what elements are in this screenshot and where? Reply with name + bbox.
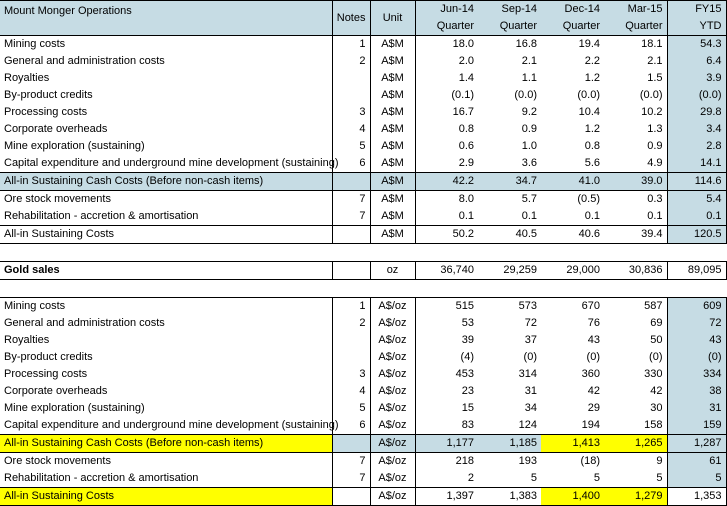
cell-value: 1.4 <box>458 72 474 84</box>
cell-value: (0.1) <box>451 89 474 101</box>
cell-value: 1.2 <box>584 72 600 84</box>
cell-value: (0.0) <box>577 89 600 101</box>
row-notes: 7 <box>332 191 370 209</box>
cell-value: 39.0 <box>604 173 667 191</box>
row-label: Processing costs <box>4 106 88 118</box>
cell-value: 42 <box>650 385 663 397</box>
cell-value: 2 <box>467 472 474 484</box>
cell-value: 515 <box>415 298 478 316</box>
cell-value: 23 <box>461 385 474 397</box>
cell-value: 1.5 <box>647 72 663 84</box>
cell-value: 69 <box>650 317 663 329</box>
cell-value-ytd: 29.8 <box>667 104 726 121</box>
row-unit: A$/oz <box>370 383 415 400</box>
header-dec14: Dec-14 Quarter <box>541 1 604 36</box>
row-unit: A$/oz <box>370 417 415 435</box>
header-mar15: Mar-15 Quarter <box>604 1 667 36</box>
cell-value-ytd: (0) <box>667 349 726 366</box>
cell-value: 37 <box>524 334 537 346</box>
cell-value: 29,259 <box>478 262 541 280</box>
cell-value-ytd: 609 <box>667 298 726 316</box>
row-unit: A$/oz <box>370 400 415 417</box>
gold-sales-row <box>0 262 726 280</box>
table-row <box>0 87 726 104</box>
cell-value: 16.8 <box>478 36 541 54</box>
cell-value: 50 <box>650 334 663 346</box>
cell-value-ytd: 54.3 <box>667 36 726 54</box>
row-notes: 3 <box>332 104 370 121</box>
cell-value: 83 <box>461 419 474 431</box>
cell-value-ytd: 114.6 <box>667 173 726 191</box>
cell-value-ytd: 43 <box>667 332 726 349</box>
row-unit: A$M <box>370 87 415 104</box>
cell-value: 29,000 <box>541 262 604 280</box>
table-row <box>0 366 726 383</box>
row-notes: 6 <box>332 155 370 173</box>
row-unit: A$/oz <box>370 349 415 366</box>
row-unit: A$M <box>370 208 415 226</box>
row-label-highlighted: All-in Sustaining Cash Costs (Before non-cash items) <box>0 435 332 453</box>
cell-value: 39.4 <box>604 226 667 244</box>
table-row <box>0 121 726 138</box>
row-label: General and administration costs <box>4 55 165 67</box>
row-label: All-in Sustaining Costs <box>0 226 332 244</box>
cell-value: 5 <box>656 472 663 484</box>
row-unit: A$M <box>370 226 415 244</box>
cell-value: (0) <box>586 351 600 363</box>
table-row <box>0 138 726 155</box>
cell-value-ytd: 2.8 <box>667 138 726 155</box>
cell-value: 3.6 <box>521 157 537 169</box>
header-title: Mount Monger Operations <box>0 1 332 36</box>
row-notes <box>332 226 370 244</box>
cell-value: 670 <box>541 298 604 316</box>
cell-value: 16.7 <box>452 106 474 118</box>
row-label: Capital expenditure and underground mine development (sustaining) <box>4 157 339 169</box>
cell-value: 72 <box>524 317 537 329</box>
header-sep14: Sep-14 Quarter <box>478 1 541 36</box>
table-row <box>0 349 726 366</box>
cell-value: 0.1 <box>647 210 663 222</box>
cell-value: 19.4 <box>541 36 604 54</box>
row-unit: A$/oz <box>370 332 415 349</box>
table-row <box>0 191 726 209</box>
cell-value-ytd: (0.0) <box>667 87 726 104</box>
cell-value-ytd: 3.9 <box>667 70 726 87</box>
header-fy15ytd: FY15 YTD <box>667 1 726 36</box>
cell-value: 34.7 <box>478 173 541 191</box>
row-label: Mine exploration (sustaining) <box>4 140 145 152</box>
cell-value: 360 <box>581 368 600 380</box>
row-unit: A$/oz <box>370 315 415 332</box>
table-row <box>0 332 726 349</box>
row-unit: A$M <box>370 36 415 54</box>
cell-value: 587 <box>604 298 667 316</box>
row-notes: 2 <box>332 53 370 70</box>
cell-value: 5 <box>593 472 600 484</box>
header-unit: Unit <box>370 1 415 36</box>
row-notes <box>332 349 370 366</box>
cell-value-highlighted: 1,400 <box>541 488 604 506</box>
row-unit: A$M <box>370 138 415 155</box>
row-notes <box>332 70 370 87</box>
row-unit: A$M <box>370 121 415 138</box>
cell-value: 0.8 <box>458 123 474 135</box>
cell-value-ytd: 159 <box>667 417 726 435</box>
row-unit: A$M <box>370 53 415 70</box>
cell-value: 10.4 <box>578 106 600 118</box>
cell-value: 0.9 <box>521 123 537 135</box>
cell-value: 5.6 <box>584 157 600 169</box>
cell-value: 4.9 <box>647 157 663 169</box>
cell-value: (18) <box>580 455 600 467</box>
cell-value: 0.3 <box>647 193 663 205</box>
cell-value: 76 <box>587 317 600 329</box>
row-notes: 7 <box>332 453 370 471</box>
spacer-row <box>0 280 726 298</box>
cell-value-ytd: 334 <box>667 366 726 383</box>
row-label: Royalties <box>4 334 50 346</box>
cell-value: 158 <box>644 419 663 431</box>
row-label: By-product credits <box>4 351 93 363</box>
cell-value: 30 <box>650 402 663 414</box>
subtotal-row-peroz <box>0 435 726 453</box>
cell-value: 42 <box>587 385 600 397</box>
row-label: By-product credits <box>4 89 93 101</box>
row-label: Rehabilitation - accretion & amortisation <box>4 472 199 484</box>
cell-value: 18.0 <box>415 36 478 54</box>
cell-value: (0) <box>649 351 663 363</box>
cell-value: 453 <box>455 368 474 380</box>
cell-value: 10.2 <box>641 106 663 118</box>
cell-value: 8.0 <box>458 193 474 205</box>
cell-value: 18.1 <box>604 36 667 54</box>
cell-value: 1.3 <box>647 123 663 135</box>
cell-value: 0.8 <box>584 140 600 152</box>
cell-value: (0.0) <box>514 89 537 101</box>
row-notes <box>332 435 370 453</box>
cell-value: 41.0 <box>541 173 604 191</box>
row-unit: oz <box>370 262 415 280</box>
cell-value-ytd: 89,095 <box>667 262 726 280</box>
row-notes <box>332 173 370 191</box>
row-unit: A$/oz <box>370 435 415 453</box>
cell-value-highlighted: 1,413 <box>541 435 604 453</box>
table-row <box>0 70 726 87</box>
table-row <box>0 383 726 400</box>
cell-value: 5.7 <box>521 193 537 205</box>
table-row <box>0 417 726 435</box>
cell-value: 9 <box>656 455 663 467</box>
cell-value-ytd: 72 <box>667 315 726 332</box>
row-label: Mining costs <box>0 36 332 54</box>
cell-value: (4) <box>460 351 474 363</box>
cell-value: 1,397 <box>415 488 478 506</box>
row-label: Royalties <box>4 72 50 84</box>
table-row <box>0 470 726 488</box>
cell-value: 1,177 <box>415 435 478 453</box>
subtotal-row-asm <box>0 173 726 191</box>
row-notes: 5 <box>332 400 370 417</box>
row-notes: 2 <box>332 315 370 332</box>
cell-value: 15 <box>461 402 474 414</box>
cell-value-ytd: 0.1 <box>667 208 726 226</box>
cell-value-ytd: 14.1 <box>667 155 726 173</box>
cell-value-ytd: 5 <box>667 470 726 488</box>
cell-value: 0.1 <box>521 210 537 222</box>
cell-value: 2.0 <box>458 55 474 67</box>
cell-value-ytd: 31 <box>667 400 726 417</box>
cell-value: 40.5 <box>478 226 541 244</box>
cell-value-ytd: 61 <box>667 453 726 471</box>
row-unit: A$M <box>370 173 415 191</box>
row-unit: A$/oz <box>370 298 415 316</box>
cell-value: 43 <box>587 334 600 346</box>
table-row <box>0 400 726 417</box>
row-notes: 4 <box>332 121 370 138</box>
cell-value-ytd: 1,287 <box>667 435 726 453</box>
cell-value: 314 <box>518 368 537 380</box>
row-unit: A$/oz <box>370 453 415 471</box>
cell-value-ytd: 38 <box>667 383 726 400</box>
header-notes: Notes <box>332 1 370 36</box>
row-label-highlighted: All-in Sustaining Costs <box>0 488 332 506</box>
cell-value: 194 <box>581 419 600 431</box>
cell-value: 1,383 <box>478 488 541 506</box>
table-row <box>0 155 726 173</box>
table-row <box>0 315 726 332</box>
row-notes <box>332 488 370 506</box>
row-label: Capital expenditure and underground mine development (sustaining) <box>4 419 339 431</box>
table-row <box>0 208 726 226</box>
row-unit: A$/oz <box>370 470 415 488</box>
cell-value: 1.0 <box>521 140 537 152</box>
cell-value: 34 <box>524 402 537 414</box>
cell-value-ytd: 120.5 <box>667 226 726 244</box>
cell-value: 39 <box>461 334 474 346</box>
row-label: Mine exploration (sustaining) <box>4 402 145 414</box>
cell-value: 40.6 <box>541 226 604 244</box>
row-notes: 3 <box>332 366 370 383</box>
row-unit: A$M <box>370 70 415 87</box>
cell-value-highlighted: 1,279 <box>604 488 667 506</box>
cell-value: 0.1 <box>584 210 600 222</box>
cell-value: (0.5) <box>577 193 600 205</box>
row-label: Mining costs <box>0 298 332 316</box>
cell-value: 2.2 <box>584 55 600 67</box>
cell-value: 42.2 <box>415 173 478 191</box>
cell-value: 124 <box>518 419 537 431</box>
row-unit: A$M <box>370 191 415 209</box>
row-notes: 6 <box>332 417 370 435</box>
cell-value: 31 <box>524 385 537 397</box>
table-row <box>0 36 726 54</box>
header-jun14: Jun-14 Quarter <box>415 1 478 36</box>
row-notes <box>332 262 370 280</box>
row-unit: A$/oz <box>370 488 415 506</box>
cell-value-ytd: 5.4 <box>667 191 726 209</box>
row-label: Corporate overheads <box>4 385 108 397</box>
cell-value: 2.9 <box>458 157 474 169</box>
cell-value: 36,740 <box>415 262 478 280</box>
cell-value: 193 <box>518 455 537 467</box>
row-notes <box>332 332 370 349</box>
table-row <box>0 453 726 471</box>
row-notes: 1 <box>332 298 370 316</box>
cell-value: 573 <box>478 298 541 316</box>
cell-value: 50.2 <box>415 226 478 244</box>
row-notes <box>332 87 370 104</box>
row-notes: 4 <box>332 383 370 400</box>
cell-value-ytd: 1,353 <box>667 488 726 506</box>
row-label: Processing costs <box>4 368 88 380</box>
cell-value: 5 <box>530 472 537 484</box>
row-unit: A$M <box>370 104 415 121</box>
cell-value-ytd: 3.4 <box>667 121 726 138</box>
row-label: Ore stock movements <box>4 455 111 467</box>
total-row-peroz <box>0 488 726 506</box>
cell-value: 1,185 <box>478 435 541 453</box>
row-notes: 7 <box>332 208 370 226</box>
cell-value: 0.1 <box>458 210 474 222</box>
cell-value: 53 <box>461 317 474 329</box>
cell-value-highlighted: 1,265 <box>604 435 667 453</box>
row-label: All-in Sustaining Cash Costs (Before non-cash items) <box>0 173 332 191</box>
cell-value: 2.1 <box>647 55 663 67</box>
cell-value: 9.2 <box>521 106 537 118</box>
cell-value: 218 <box>455 455 474 467</box>
cell-value-ytd: 6.4 <box>667 53 726 70</box>
total-row-asm <box>0 226 726 244</box>
row-unit: A$/oz <box>370 366 415 383</box>
cell-value: 0.6 <box>458 140 474 152</box>
row-label: Gold sales <box>0 262 332 280</box>
row-label: Ore stock movements <box>4 193 111 205</box>
cell-value: (0.0) <box>639 89 663 101</box>
row-label: Corporate overheads <box>4 123 108 135</box>
row-notes: 5 <box>332 138 370 155</box>
cell-value: 2.1 <box>521 55 537 67</box>
row-unit: A$M <box>370 155 415 173</box>
spacer-row <box>0 244 726 262</box>
cell-value: 29 <box>587 402 600 414</box>
cell-value: (0) <box>523 351 537 363</box>
table-row <box>0 298 726 316</box>
table-header-row <box>0 1 726 36</box>
cell-value: 30,836 <box>604 262 667 280</box>
row-label: Rehabilitation - accretion & amortisation <box>4 210 199 222</box>
cell-value: 330 <box>644 368 663 380</box>
cell-value: 0.9 <box>647 140 663 152</box>
cell-value: 1.1 <box>521 72 537 84</box>
cell-value: 1.2 <box>584 123 600 135</box>
table-row <box>0 53 726 70</box>
row-notes: 7 <box>332 470 370 488</box>
table-row <box>0 104 726 121</box>
row-label: General and administration costs <box>4 317 165 329</box>
row-notes: 1 <box>332 36 370 54</box>
